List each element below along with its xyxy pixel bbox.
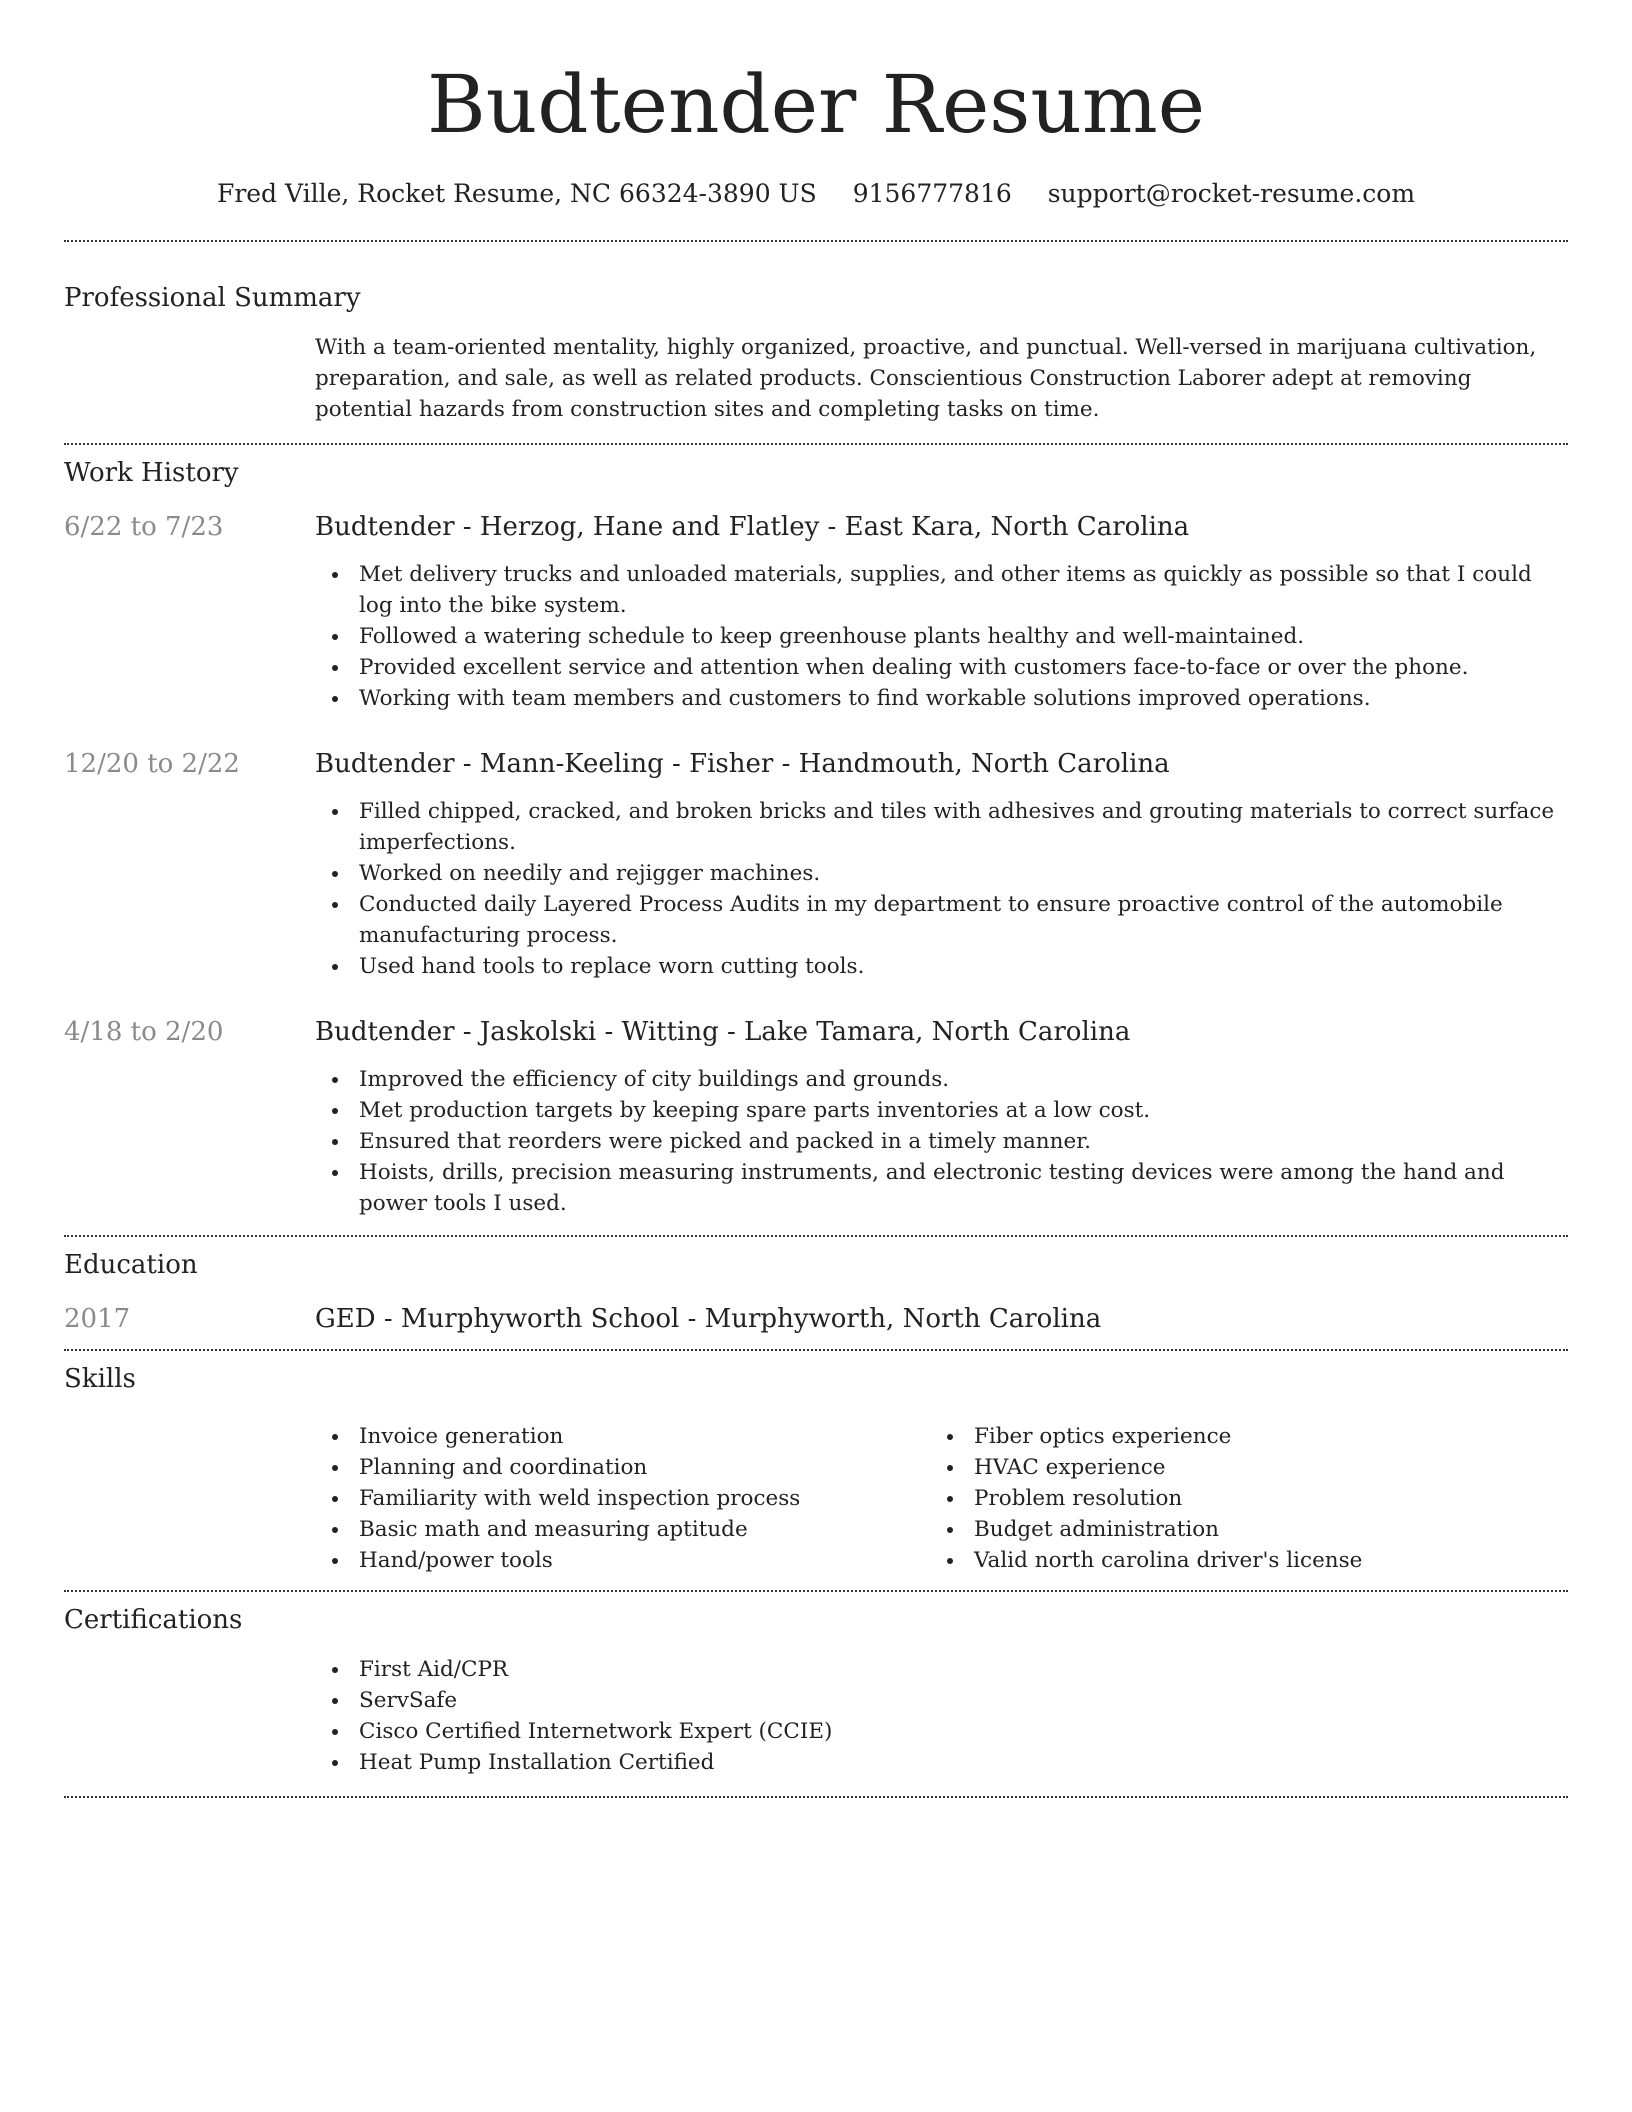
list-item: Familiarity with weld inspection process [315,1483,930,1514]
list-item: Planning and coordination [315,1452,930,1483]
contact-line [64,174,1568,214]
list-item: Fiber optics experience [930,1421,1545,1452]
job-entry [64,1014,1568,1219]
list-item: Valid north carolina driver's license [930,1545,1545,1576]
summary-text: With a team-oriented mentality, highly organized, proactive, and punctual. Well-versed in marijuana cultivation, preparation, and sale, as well as related products. Conscientious Construction Laborer adept at removing potential hazards from construction sites and completing tasks on time. [315,335,1537,422]
list-item: Problem resolution [930,1483,1545,1514]
certifications-section [64,1592,1568,1796]
education-entry [64,1301,1568,1337]
list-item: Conducted daily Layered Process Audits in my department to ensure proactive control of the automobile manufacturing process. [315,889,1568,951]
skills-column-left [315,1407,930,1576]
skills-section [64,1351,1568,1590]
job-body [315,746,1568,982]
divider [64,1796,1568,1798]
list-item: ServSafe [315,1685,1568,1716]
skills-heading: Skills [64,1364,136,1394]
list-item: Filled chipped, cracked, and broken bricks and tiles with adhesives and grouting materials to correct surface imperfections. [315,796,1568,858]
job-bullets [315,796,1568,982]
education-body [315,1301,1568,1337]
certifications-body [315,1654,1568,1778]
list-item: HVAC experience [930,1452,1545,1483]
work-history-heading: Work History [64,458,239,488]
job-body [315,509,1568,714]
summary-heading: Professional Summary [64,283,361,313]
list-item: Working with team members and customers to find workable solutions improved operations. [315,683,1568,714]
job-body [315,1014,1568,1219]
job-title: Budtender - Jaskolski - Witting - Lake Tamara, North Carolina [315,1017,1131,1047]
job-entry [64,509,1568,714]
resume-page [64,0,1568,1798]
education-section [64,1237,1568,1349]
job-bullets [315,559,1568,714]
list-item: Improved the efficiency of city buildings and grounds. [315,1064,1568,1095]
contact-phone: 9156777816 [852,179,1012,208]
education-title: GED - Murphyworth School - Murphyworth, North Carolina [315,1304,1102,1334]
education-date: 2017 [64,1304,131,1334]
job-title: Budtender - Mann-Keeling - Fisher - Handmouth, North Carolina [315,749,1170,779]
skills-grid [315,1407,1568,1576]
list-item: Met production targets by keeping spare parts inventories at a low cost. [315,1095,1568,1126]
list-item: Provided excellent service and attention when dealing with customers face-to-face or over the phone. [315,652,1568,683]
resume-title: Budtender Resume [426,58,1206,151]
education-heading: Education [64,1250,198,1280]
job-title: Budtender - Herzog, Hane and Flatley - East Kara, North Carolina [315,512,1190,542]
list-item: First Aid/CPR [315,1654,1568,1685]
job-date: 6/22 to 7/23 [64,512,224,542]
skills-list [315,1421,930,1576]
work-history-section [64,445,1568,1235]
skills-column-right [930,1407,1545,1576]
job-date: 4/18 to 2/20 [64,1017,224,1047]
list-item: Basic math and measuring aptitude [315,1514,930,1545]
list-item: Used hand tools to replace worn cutting tools. [315,951,1568,982]
skills-list [930,1421,1545,1576]
list-item: Ensured that reorders were picked and packed in a timely manner. [315,1126,1568,1157]
contact-address: Fred Ville, Rocket Resume, NC 66324-3890 US [216,179,817,208]
list-item: Met delivery trucks and unloaded materials, supplies, and other items as quickly as possible so that I could log into the bike system. [315,559,1568,621]
list-item: Followed a watering schedule to keep greenhouse plants healthy and well-maintained. [315,621,1568,652]
list-item: Cisco Certified Internetwork Expert (CCIE) [315,1716,1568,1747]
list-item: Worked on needily and rejigger machines. [315,858,1568,889]
list-item: Hand/power tools [315,1545,930,1576]
job-bullets [315,1064,1568,1219]
list-item: Invoice generation [315,1421,930,1452]
job-entry [64,746,1568,982]
certifications-heading: Certifications [64,1605,243,1635]
summary-section [64,242,1568,443]
list-item: Hoists, drills, precision measuring instruments, and electronic testing devices were among the hand and power tools I used. [315,1157,1568,1219]
contact-email: support@rocket-resume.com [1047,179,1416,208]
list-item: Heat Pump Installation Certified [315,1747,1568,1778]
certifications-list [315,1654,1568,1778]
job-date: 12/20 to 2/22 [64,749,240,779]
list-item: Budget administration [930,1514,1545,1545]
